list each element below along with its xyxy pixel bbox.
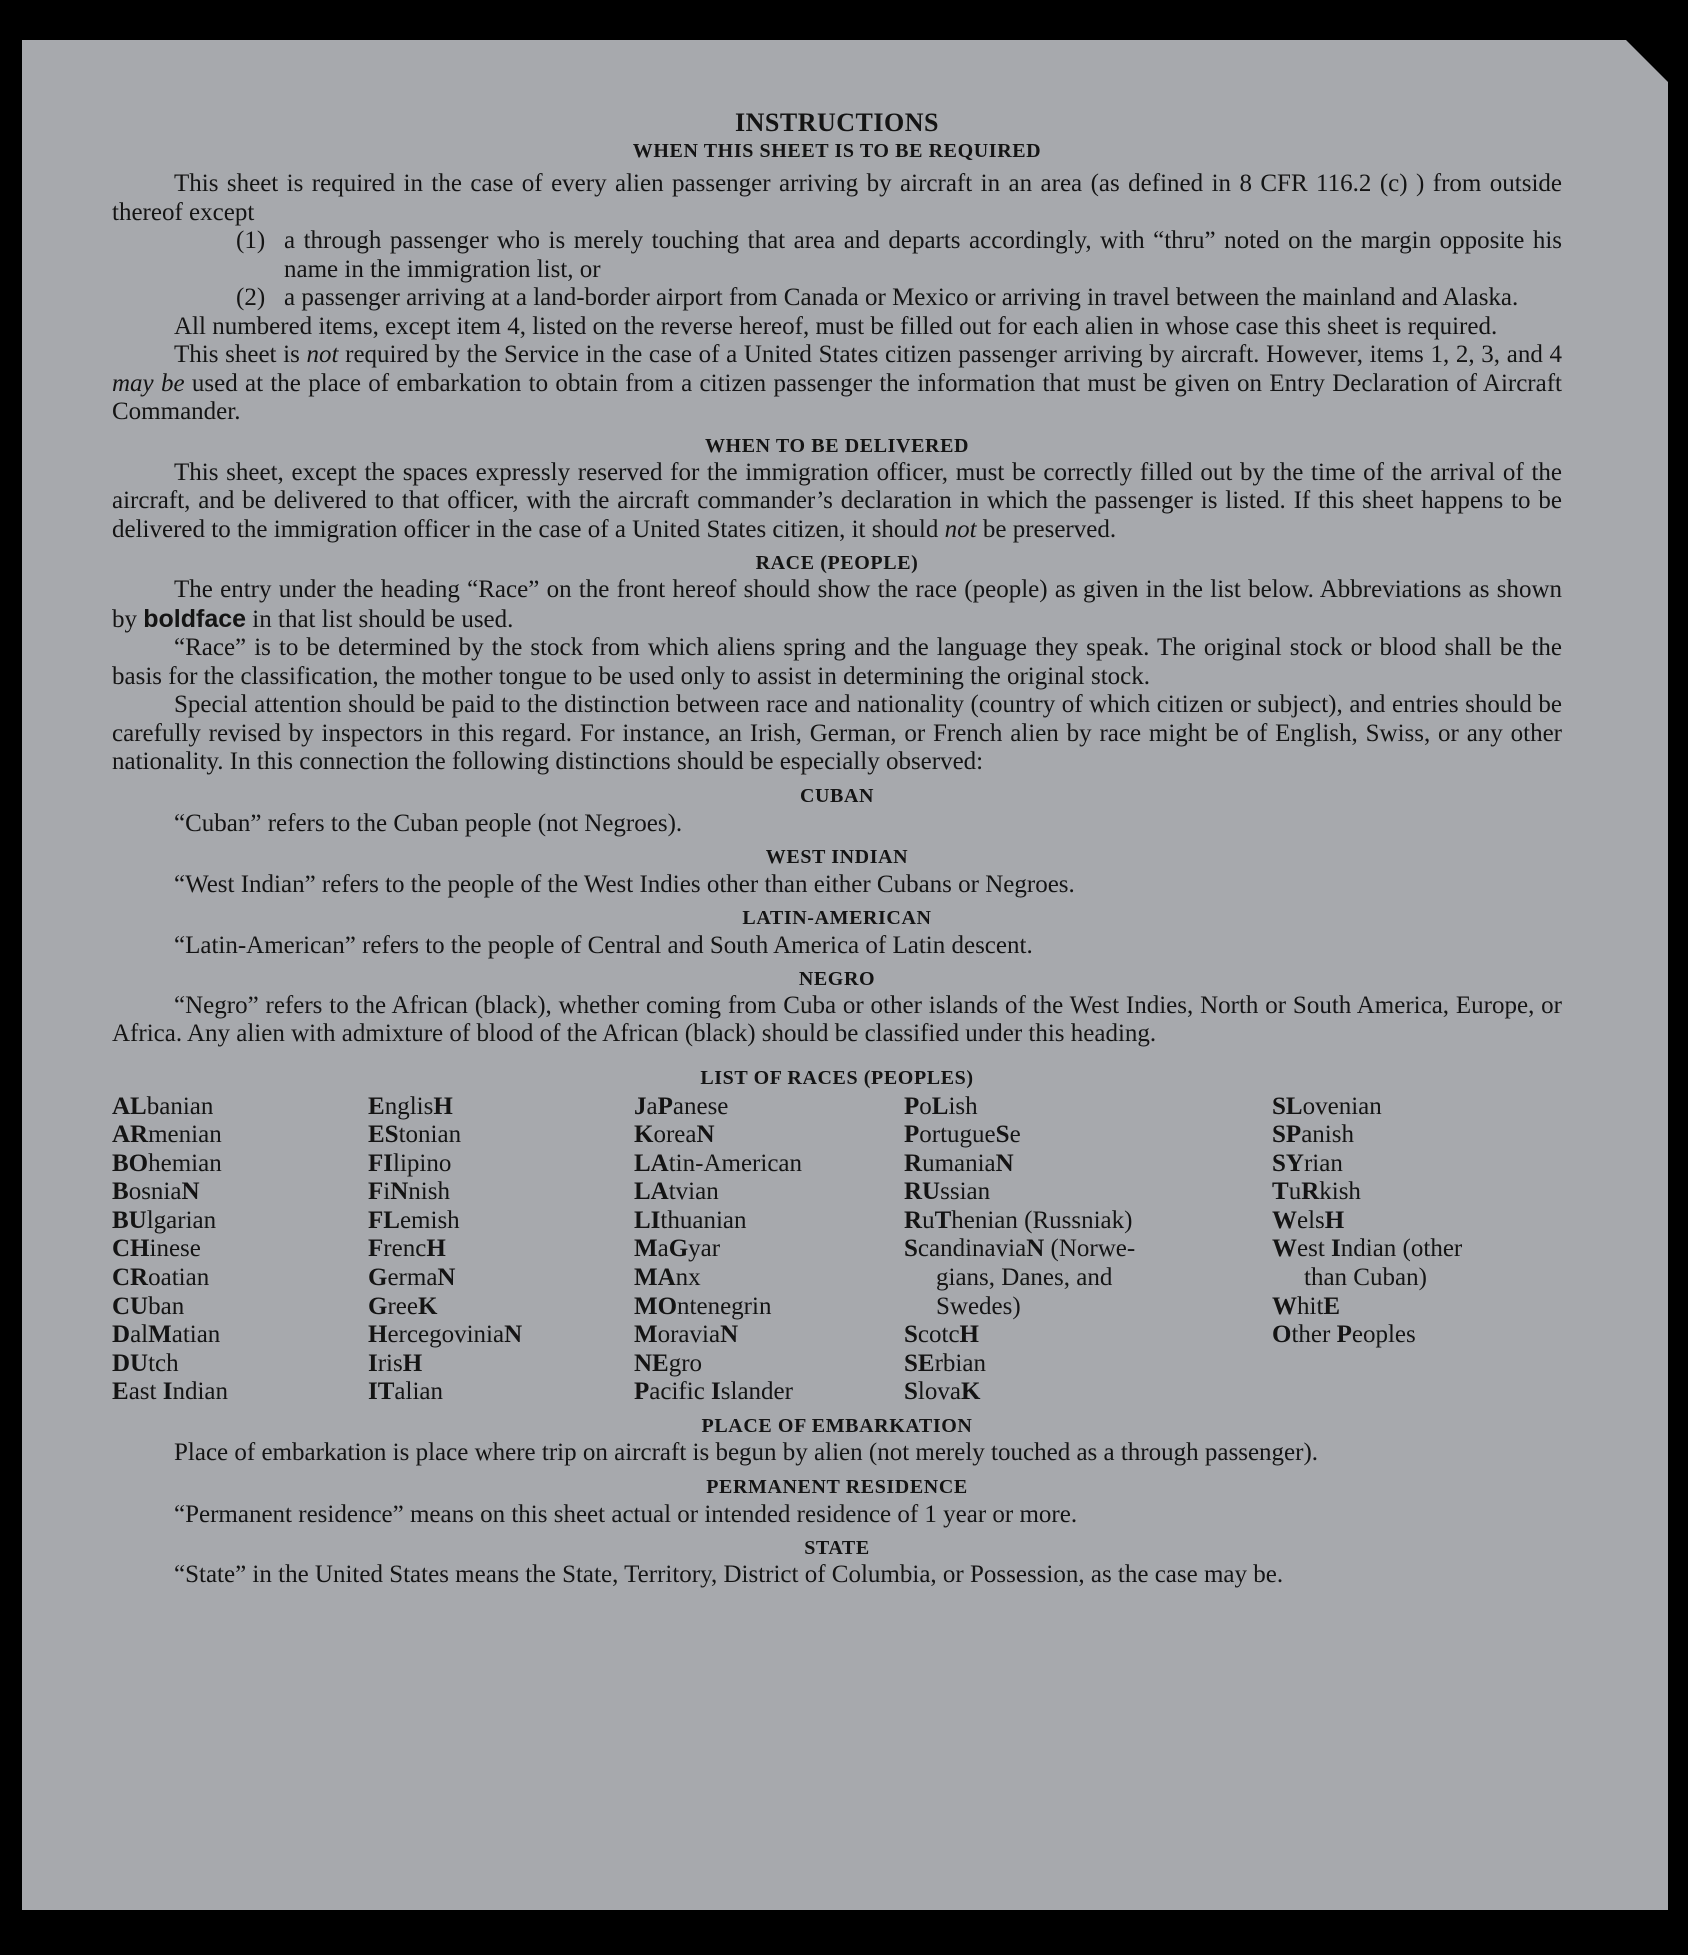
race-entry: SlovaK (904, 1378, 981, 1406)
race-entry: PoLish (904, 1092, 978, 1120)
document-sheet (22, 40, 1668, 1910)
exception-2-text: a passenger arriving at a land-border airport from Canada or Mexico or arriving in travel between the mainland and Alaska. (284, 284, 1519, 311)
race-entry: GreeK (368, 1292, 438, 1320)
race-entry: SErbian (904, 1349, 986, 1377)
race-entry: RuThenian (Russniak) (904, 1206, 1133, 1234)
race-entry: MAnx (634, 1264, 701, 1292)
race-entry: BOhemian (112, 1149, 222, 1177)
heading-latin-american: LATIN-AMERICAN (742, 906, 932, 929)
paragraph-numbered-items: All numbered items, except item 4, listed on the reverse hereof, must be filled out for each alien in whose case this sheet is required. (174, 312, 1498, 340)
race-entry: BosniaN (112, 1178, 200, 1206)
paragraph-race-stock: “Race” is to be determined by the stock from which aliens spring and the language they speak. The original stock or blood shall be the basis for the classification, the mother tongue to be used only to assist in determining the original stock. (112, 634, 1562, 690)
exception-1-number: (1) (236, 227, 266, 254)
race-entry: SPanish (1272, 1121, 1354, 1149)
race-column-3 (634, 1093, 904, 1408)
race-entry: EnglisH (368, 1092, 453, 1120)
race-column-2 (368, 1093, 634, 1408)
heading-when-delivered: WHEN TO BE DELIVERED (704, 434, 970, 457)
definition-state: “State” in the United States means the State, Territory, District of Columbia, or Possession, as the case may be. (174, 1560, 1284, 1588)
race-entry: FIlipino (368, 1149, 452, 1177)
race-entry: ITalian (368, 1378, 443, 1406)
definition-permanent-residence: “Permanent residence” means on this sheet actual or intended residence of 1 year or more. (174, 1500, 1078, 1528)
definition-west-indian: “West Indian” refers to the people of the West Indies other than either Cubans or Negroes. (174, 870, 1075, 898)
paragraph-race-entry: The entry under the heading “Race” on the front hereof should show the race (people) as given in the list below. Abbreviations as shown by boldface in that list should be used. (112, 576, 1562, 633)
exception-1-text: a through passenger who is merely touching that area and departs accordingly, with “thru” noted on the margin opposite his name in the immigration list, or (284, 227, 1562, 283)
race-entry: gians, Danes, and (936, 1264, 1113, 1292)
heading-cuban: CUBAN (799, 784, 875, 807)
paragraph-required-case: This sheet is required in the case of every alien passenger arriving by aircraft in an area (as defined in 8 CFR 116.2 (c) ) from outside thereof except (112, 170, 1562, 226)
race-entry: MaGyar (634, 1235, 721, 1263)
race-entry: RUssian (904, 1178, 991, 1206)
race-entry: East Indian (112, 1378, 228, 1406)
race-entry: West Indian (other (1272, 1235, 1463, 1263)
definition-negro: “Negro” refers to the African (black), whether coming from Cuba or other islands of the West Indies, North or South America, Europe, or Africa. Any alien with admixture of blood of the African (black) should be classified under this heading. (112, 991, 1562, 1047)
heading-permanent-residence: PERMANENT RESIDENCE (706, 1475, 968, 1498)
folded-corner (1626, 40, 1668, 82)
paragraph-race-nationality: Special attention should be paid to the distinction between race and nationality (country of which citizen or subject), and entries should be carefully revised by inspectors in this regard. For instance, an Irish, German, or French alien by race might be of English, Swiss, or any other nationality. In this connection the following distinctions should be especially observed: (112, 691, 1562, 775)
race-entry: MoraviaN (634, 1321, 739, 1349)
exception-2-number: (2) (236, 284, 266, 311)
race-entry: LAtin-American (634, 1149, 803, 1177)
race-entry: FrencH (368, 1235, 446, 1263)
page-title: INSTRUCTIONS (735, 108, 939, 137)
definition-embarkation: Place of embarkation is place where trip on aircraft is begun by alien (not merely touched as a through passenger). (174, 1439, 1319, 1467)
race-entry: FLemish (368, 1206, 460, 1234)
race-entry: WelsH (1272, 1206, 1345, 1234)
race-column-5 (1272, 1093, 1562, 1408)
race-entry: ScotcH (904, 1321, 979, 1349)
race-entry: JaPanese (634, 1092, 729, 1120)
race-entry: ARmenian (112, 1121, 222, 1149)
heading-west-indian: WEST INDIAN (765, 845, 909, 868)
paragraph-delivery: This sheet, except the spaces expressly reserved for the immigration officer, must be correctly filled out by the time of the arrival of the aircraft, and be delivered to that officer, with the aircraft commander’s declaration in which the passenger is listed. If this sheet happens to be delivered to the immigration officer in the case of a United States citizen, it should not be preserved. (112, 458, 1562, 543)
race-list (112, 1093, 1562, 1408)
race-entry: GermaN (368, 1264, 456, 1292)
race-entry: NEgro (634, 1349, 703, 1377)
race-entry: MOntenegrin (634, 1292, 772, 1320)
race-entry: EStonian (368, 1121, 462, 1149)
race-entry: WhitE (1272, 1292, 1341, 1320)
race-entry: IrisH (368, 1349, 423, 1377)
race-entry: LAtvian (634, 1178, 719, 1206)
heading-state: STATE (804, 1536, 870, 1559)
exception-2 (236, 284, 1562, 313)
race-entry: SLovenian (1272, 1092, 1382, 1120)
exception-1 (236, 227, 1562, 284)
heading-embarkation: PLACE OF EMBARKATION (701, 1415, 973, 1438)
race-entry: SYrian (1272, 1149, 1343, 1177)
race-entry: Pacific Islander (634, 1378, 793, 1406)
race-entry: DalMatian (112, 1321, 221, 1349)
heading-negro: NEGRO (798, 967, 876, 990)
race-entry: CRoatian (112, 1264, 210, 1292)
race-entry: KoreaN (634, 1121, 715, 1149)
race-entry: LIthuanian (634, 1206, 747, 1234)
race-entry: FiNnish (368, 1178, 450, 1206)
paragraph-citizen-passenger: This sheet is not required by the Service in the case of a United States citizen passenger arriving by aircraft. However, items 1, 2, 3, and 4 may be used at the place of embarkation to obtain from a citizen passenger the information that must be given on Entry Declaration of Aircraft Commander. (112, 341, 1563, 425)
definition-latin-american: “Latin-American” refers to the people of Central and South America of Latin descent. (174, 931, 1033, 959)
race-entry: ScandinaviaN (Norwe- (904, 1235, 1136, 1263)
instructions-content (112, 108, 1562, 1589)
race-entry: Other Peoples (1272, 1321, 1416, 1349)
race-entry: PortugueSe (904, 1121, 1021, 1149)
race-entry: RumaniaN (904, 1149, 1014, 1177)
race-entry: CHinese (112, 1235, 201, 1263)
heading-list-of-races: LIST OF RACES (PEOPLES) (700, 1066, 974, 1089)
race-entry: Swedes) (936, 1292, 1021, 1320)
definition-cuban: “Cuban” refers to the Cuban people (not Negroes). (174, 809, 683, 837)
race-column-1 (112, 1093, 368, 1408)
race-entry: TuRkish (1272, 1178, 1361, 1206)
heading-when-required: WHEN THIS SHEET IS TO BE REQUIRED (632, 140, 1042, 162)
race-entry: CUban (112, 1292, 185, 1320)
race-column-4 (904, 1093, 1272, 1408)
race-entry: ALbanian (112, 1092, 214, 1120)
race-entry: than Cuban) (1304, 1264, 1427, 1292)
race-entry: HercegoviniaN (368, 1321, 523, 1349)
race-entry: BUlgarian (112, 1206, 217, 1234)
race-entry: DUtch (112, 1349, 179, 1377)
heading-race: RACE (PEOPLE) (755, 552, 919, 574)
